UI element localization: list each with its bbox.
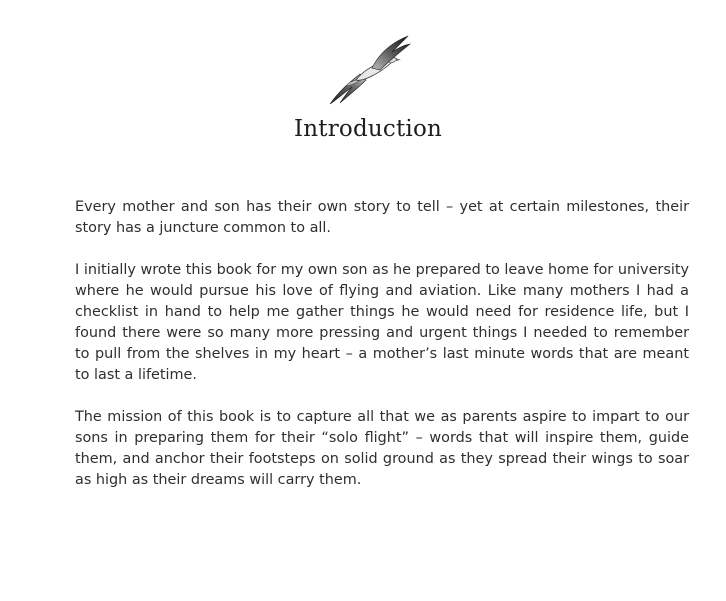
paragraph: Every mother and son has their own story to tell – yet at certain milestones, their story has a juncture common to all. [75, 199, 689, 236]
seagull-icon [326, 30, 412, 108]
intro-body [75, 197, 689, 512]
page-title: Introduction [293, 116, 443, 142]
paragraph: The mission of this book is to capture all that we as parents aspire to impart to our sons in preparing them for their “solo flight” – words that will inspire them, guide them, and anchor their footsteps on solid ground as they spread their wings to soar as high as their dreams will carry them. [75, 409, 689, 488]
paragraph: I initially wrote this book for my own son as he prepared to leave home for university where he would pursue his love of flying and aviation. Like many mothers I had a checklist in hand to help me gather things he would need for residence life, but I found there were so many more pressing and urgent things I needed to remember to pull from the shelves in my heart – a mother’s last minute words that are meant to last a lifetime. [75, 262, 689, 383]
